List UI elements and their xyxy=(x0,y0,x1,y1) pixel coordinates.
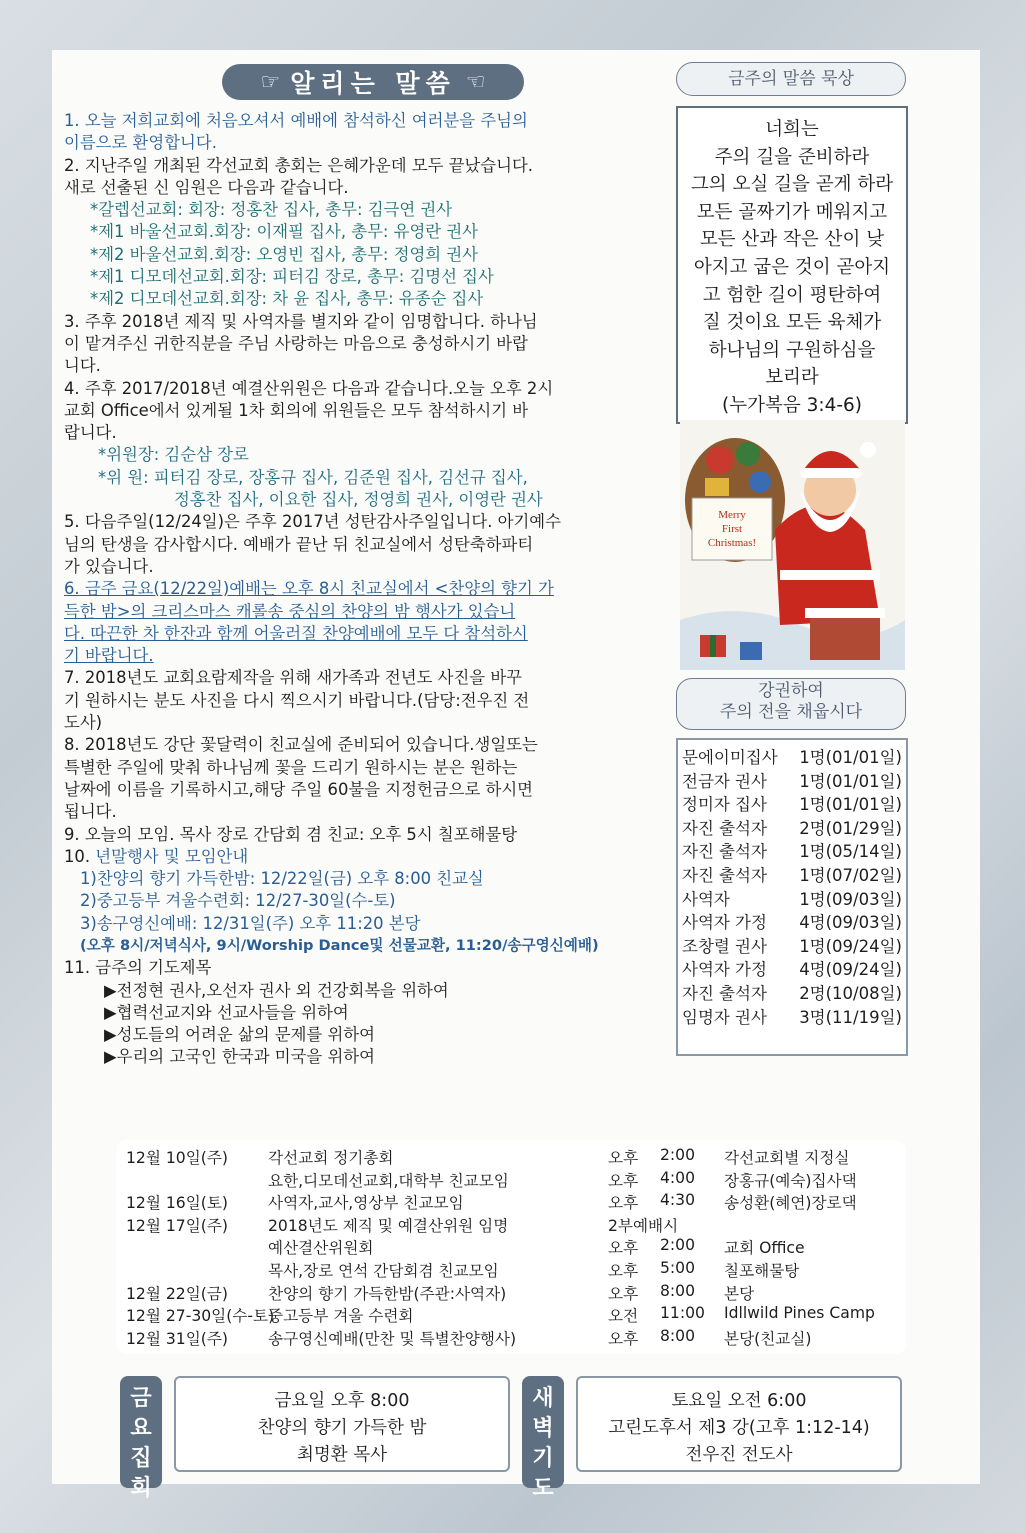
card-text: Merry xyxy=(718,509,746,521)
schedule-place: 각선교회별 지정실 xyxy=(724,1149,850,1167)
notice-4-members: 정홍찬 집사, 이요한 집사, 정영희 권사, 이영란 권사 xyxy=(174,490,543,510)
schedule-time: 8:00 xyxy=(660,1326,696,1345)
schedule-event: 각선교회 정기총회 xyxy=(268,1149,394,1167)
evangelism-row xyxy=(678,958,906,982)
evangelism-count-date: 3명(11/19일) xyxy=(799,1007,902,1027)
schedule-row xyxy=(116,1259,906,1281)
evangelist-name: 자진 출석자 xyxy=(682,983,767,1003)
evangelism-count-date: 1명(09/24일) xyxy=(799,936,902,956)
notice-10-item: 2)중고등부 겨울수련회: 12/27-30일(수-토) xyxy=(80,891,396,911)
notice-1: 1. 오늘 저희교회에 처음오셔서 예배에 참석하신 여러분을 주님의 이름으로 환영합니다. xyxy=(64,111,528,153)
notice-10-item: 1)찬양의 향기 가득한밤: 12/22일(금) 오후 8:00 친교실 xyxy=(80,869,484,889)
schedule-place: 본당(친교실) xyxy=(724,1329,812,1348)
meditation-verse: 너희는 주의 길을 준비하라 그의 오실 길을 곧게 하라 모든 골짜기가 메워지고 모든 산과 작은 산이 낮 아지고 굽은 것이 곧아지 고 험한 길이 평탄하여 질 것이요 모든 육체가 하나님의 구원하심을 보리라 (누가복음 3:4-6) xyxy=(678,108,906,420)
schedule-ampm: 오후 xyxy=(608,1239,639,1258)
friday-gathering-box: 금요일 오후 8:00 찬양의 향기 가득한 밤 최명환 목사 xyxy=(174,1376,510,1472)
schedule-row xyxy=(116,1236,906,1258)
schedule-date: 12월 27-30일(수-토) xyxy=(126,1307,275,1326)
verse-reference: (누가복음 3:4-6) xyxy=(721,394,863,416)
vertical-label-char: 기 xyxy=(532,1446,554,1471)
meditation-box xyxy=(676,106,908,424)
schedule-place: 송성환(혜연)장로댁 xyxy=(724,1194,857,1213)
schedule-ampm: 오후 xyxy=(608,1284,639,1303)
evangelism-row xyxy=(678,888,906,912)
schedule-time: 5:00 xyxy=(660,1259,696,1277)
schedule-time: 2:00 xyxy=(660,1146,696,1164)
evangelist-name: 전금자 권사 xyxy=(682,771,767,791)
schedule-event: 목사,장로 연석 간담회겸 친교모임 xyxy=(268,1262,499,1280)
evangelist-name: 자진 출석자 xyxy=(682,818,767,838)
notice-4: 4. 주후 2017/2018년 예결산위원은 다음과 같습니다.오늘 오후 2시 교회 Office에서 있게될 1차 회의에 위원들은 모두 참석하시기 바 랍니다. xyxy=(64,378,554,443)
schedule-ampm: 오후 xyxy=(608,1194,639,1213)
notice-2-item: *제1 바울선교회.회장: 이재필 집사, 총무: 유영란 권사 xyxy=(90,222,479,242)
notice-2-item: *제2 바울선교회.회장: 오영빈 집사, 총무: 정영희 권사 xyxy=(90,244,479,264)
evangelism-count-date: 4명(09/24일) xyxy=(799,960,902,980)
schedule-ampm: 오후 xyxy=(608,1149,639,1167)
evangelist-name: 임명자 권사 xyxy=(682,1007,767,1027)
meditation-header: 금주의 말씀 묵상 xyxy=(676,62,906,96)
vertical-label-char: 회 xyxy=(130,1476,152,1501)
evangelist-name: 사역자 가정 xyxy=(682,913,767,933)
notice-5: 5. 다음주일(12/24일)은 주후 2017년 성탄감사주일입니다. 아기예수 님의 탄생을 감사합시다. 예배가 끝난 뒤 친교실에서 성탄축하파티 가 있습니다. xyxy=(64,512,561,576)
evangelism-count-date: 1명(01/01일) xyxy=(799,771,902,791)
evangelist-name: 조창렬 권사 xyxy=(682,936,767,956)
notice-2: 2. 지난주일 개최된 각선교회 총회는 은혜가운데 모두 끝났습니다. 새로 선출된 신 임원은 다음과 같습니다. xyxy=(64,155,533,197)
notice-3: 3. 주후 2018년 제직 및 사역자를 별지와 같이 임명합니다. 하나님 이 맡겨주신 귀한직분을 주님 사랑하는 마음으로 충성하시기 바랍 니다. xyxy=(64,311,538,376)
schedule-time: 2:00 xyxy=(660,1236,696,1255)
schedule-date: 12월 16일(토) xyxy=(126,1194,228,1213)
schedule-row xyxy=(116,1214,906,1236)
evangelism-row xyxy=(678,864,906,888)
prayer-item: ▶전정현 권사,오선자 권사 외 건강회복을 위하여 xyxy=(104,980,449,1000)
evangelism-count-date: 1명(07/02일) xyxy=(799,865,902,885)
schedule-ampm: 오전 xyxy=(608,1307,639,1326)
notice-7: 7. 2018년도 교회요람제작을 위해 새가족과 전년도 사진을 바꾸 기 원하시는 분도 사진을 다시 찍으시기 바랍니다.(담당:전우진 전 도사) xyxy=(64,668,530,733)
schedule-row xyxy=(116,1282,906,1304)
evangelism-row xyxy=(678,1006,906,1030)
evangelism-row xyxy=(678,817,906,841)
schedule-row xyxy=(116,1146,906,1168)
notice-10: 10. 년말행사 및 모임안내 xyxy=(64,846,249,866)
notice-4-chair: *위원장: 김순삼 장로 xyxy=(98,445,249,465)
evangelism-count-date: 1명(05/14일) xyxy=(799,842,902,862)
evangelism-row xyxy=(678,793,906,817)
schedule-date: 12월 31일(주) xyxy=(126,1329,228,1348)
schedule-place: Idllwild Pines Camp xyxy=(724,1304,875,1323)
santa-icon xyxy=(680,420,905,670)
notices-title: 알리는 말씀 xyxy=(290,69,456,98)
evangelism-row xyxy=(678,935,906,959)
vertical-label-char: 도 xyxy=(532,1476,554,1501)
schedule-table xyxy=(116,1140,906,1354)
vertical-label-char: 벽 xyxy=(532,1416,554,1441)
evangelism-count-date: 2명(10/08일) xyxy=(799,983,902,1003)
friday-gathering-label xyxy=(120,1376,162,1501)
vertical-label-char: 집 xyxy=(130,1446,152,1471)
evangelist-name: 사역자 가정 xyxy=(682,960,767,980)
evangelism-count-date: 2명(01/29일) xyxy=(799,818,902,838)
evangelism-row xyxy=(678,770,906,794)
evangelism-row xyxy=(678,911,906,935)
card-text: Christmas! xyxy=(707,537,757,549)
evangelist-name: 정미자 집사 xyxy=(682,795,767,815)
pointing-hand-icon: ☞ xyxy=(260,69,281,95)
schedule-row xyxy=(116,1304,906,1326)
notice-6: 6. 금주 금요(12/22일)예배는 오후 8시 친교실에서 <찬양의 향기 가 득한 밤>의 크리스마스 캐롤송 중심의 찬양의 밤 행사가 있습니 다. 따끈한 차 한잔과 함께 어울러질 찬양예배에 모두 다 참석하시 기 바랍니다. xyxy=(64,579,554,666)
schedule-ampm: 오후 xyxy=(608,1329,639,1348)
schedule-time: 4:00 xyxy=(660,1168,696,1187)
evangelist-name: 자진 출석자 xyxy=(682,842,767,862)
schedule-time: 4:30 xyxy=(660,1191,696,1210)
schedule-date: 12월 17일(주) xyxy=(126,1216,228,1235)
schedule-event: 사역자,교사,영상부 친교모임 xyxy=(268,1194,464,1213)
schedule-place: 교회 Office xyxy=(724,1239,805,1258)
schedule-event: 2018년도 제직 및 예결산위원 임명 xyxy=(268,1216,509,1235)
schedule-time: 11:00 xyxy=(660,1304,705,1323)
evangelism-count-date: 1명(01/01일) xyxy=(799,748,902,767)
schedule-row xyxy=(116,1327,906,1349)
evangelism-box xyxy=(676,738,908,1056)
schedule-time: 8:00 xyxy=(660,1281,696,1300)
schedule-row xyxy=(116,1191,906,1213)
pointing-hand-icon: ☜ xyxy=(465,69,486,95)
schedule-event: 중고등부 겨울 수련회 xyxy=(268,1307,414,1326)
notice-8: 8. 2018년도 강단 꽃달력이 친교실에 준비되어 있습니다.생일또는 특별한 주일에 맞춰 하나님께 꽃을 드리기 원하시는 분은 원하는 날짜에 이름을 기록하시고,해당 주일 60불을 지정헌금으로 하시면 됩니다. xyxy=(64,735,538,822)
schedule-date: 12월 22일(금) xyxy=(126,1284,228,1303)
christmas-illustration xyxy=(680,420,905,670)
evangelist-name: 사역자 xyxy=(682,889,730,909)
evangelism-count-date: 1명(01/01일) xyxy=(799,795,902,815)
notice-2-item: *제2 디모데선교회.회장: 차 윤 집사, 총무: 유종순 집사 xyxy=(90,289,484,309)
schedule-event: 예산결산위원회 xyxy=(268,1239,374,1258)
evangelist-name: 문에이미집사 xyxy=(682,748,778,767)
notice-9: 9. 오늘의 모임. 목사 장로 간담회 겸 친교: 오후 5시 칠포해물탕 xyxy=(64,824,518,844)
schedule-date: 12월 10일(주) xyxy=(126,1149,228,1167)
card-text: First xyxy=(721,523,743,535)
dawn-prayer-box: 토요일 오전 6:00 고린도후서 제3 강(고후 1:12-14) 전우진 전도사 xyxy=(576,1376,902,1472)
prayer-item: ▶성도들의 어려운 삶의 문제를 위하여 xyxy=(104,1025,375,1045)
evangelism-list xyxy=(678,740,906,1029)
notice-10-note: (오후 8시/저녁식사, 9시/Worship Dance및 선물교환, 11:20/송구영신예배) xyxy=(80,936,599,954)
evangelism-row xyxy=(678,746,906,770)
notice-2-item: *갈렙선교회: 회장: 정홍찬 집사, 총무: 김극연 권사 xyxy=(90,200,453,220)
schedule-place: 장홍규(예숙)집사댁 xyxy=(724,1171,857,1190)
evangelism-count-date: 1명(09/03일) xyxy=(799,889,902,909)
vertical-label-char: 새 xyxy=(532,1386,554,1411)
dawn-prayer-label xyxy=(522,1376,564,1501)
prayer-item: ▶협력선교지와 선교사들을 위하여 xyxy=(104,1002,349,1022)
evangelist-name: 자진 출석자 xyxy=(682,865,767,885)
notice-4-members: *위 원: 피터김 장로, 장홍규 집사, 김준원 집사, 김선규 집사, xyxy=(98,467,528,487)
notices-list xyxy=(64,110,669,1069)
schedule-ampm: 오후 xyxy=(608,1262,639,1280)
evangelism-row xyxy=(678,840,906,864)
schedule-event: 요한,디모데선교회,대학부 친교모임 xyxy=(268,1171,509,1190)
notice-2-item: *제1 디모데선교회.회장: 피터김 장로, 총무: 김명선 집사 xyxy=(90,267,494,287)
evangelism-header: 강권하여 주의 전을 채웁시다 xyxy=(676,678,906,730)
schedule-event: 찬양의 향기 가득한밤(주관:사역자) xyxy=(268,1284,507,1303)
vertical-label-char: 금 xyxy=(130,1386,152,1411)
schedule-place: 칠포해물탕 xyxy=(724,1262,800,1280)
notice-11: 11. 금주의 기도제목 xyxy=(64,958,212,978)
evangelism-count-date: 4명(09/03일) xyxy=(799,913,902,933)
schedule-ampm: 2부예배시 xyxy=(608,1216,679,1235)
notices-banner xyxy=(222,64,524,100)
prayer-item: ▶우리의 고국인 한국과 미국을 위하여 xyxy=(104,1047,375,1067)
vertical-label-char: 요 xyxy=(130,1416,152,1441)
schedule-event: 송구영신예배(만찬 및 특별찬양행사) xyxy=(268,1329,517,1348)
schedule-place: 본당 xyxy=(724,1284,755,1303)
schedule-ampm: 오후 xyxy=(608,1171,639,1190)
evangelism-row xyxy=(678,982,906,1006)
notice-10-item: 3)송구영신예배: 12/31일(주) 오후 11:20 본당 xyxy=(80,913,421,933)
schedule-row xyxy=(116,1169,906,1191)
